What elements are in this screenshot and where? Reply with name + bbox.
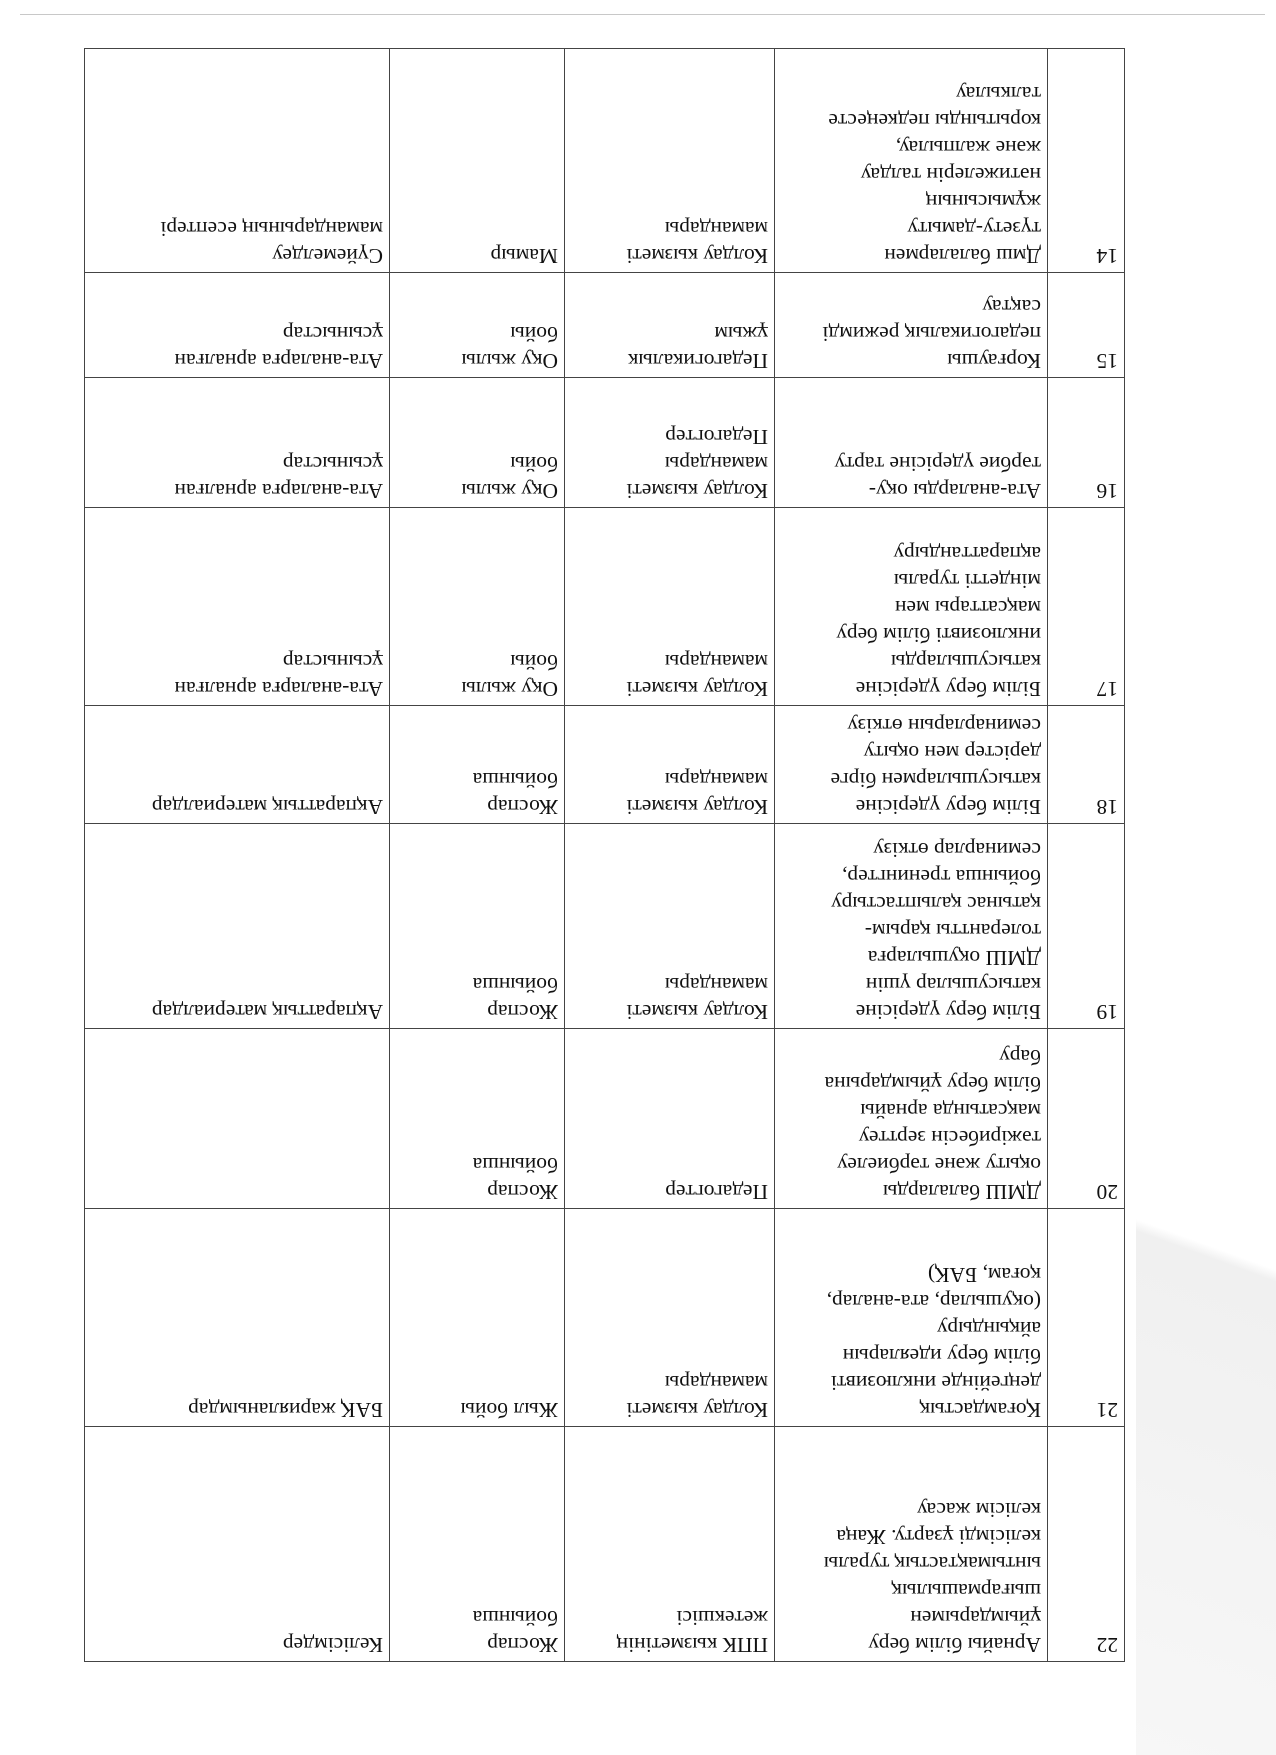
table-row <box>85 1427 1125 1662</box>
result-cell: Ақпараттық материалдар <box>85 824 390 1029</box>
event-cell: Ата-аналарды оқу- тәрбие үдерісіне тарту <box>775 378 1048 508</box>
timing-cell: Оқу жылы бойы <box>390 273 565 378</box>
timing-cell: Оқу жылы бойы <box>390 508 565 706</box>
row-number: 20 <box>1048 1029 1125 1209</box>
table-row <box>85 49 1125 273</box>
row-number: 18 <box>1048 706 1125 824</box>
row-number: 22 <box>1048 1427 1125 1662</box>
responsible-cell: Колдау кызметі мамандары <box>565 824 775 1029</box>
timing-cell: Жоспар бойынша <box>390 1029 565 1209</box>
table-row <box>85 824 1125 1029</box>
responsible-cell: Колдау кызметі мамандары <box>565 508 775 706</box>
timing-cell: Жоспар бойынша <box>390 706 565 824</box>
result-cell: Ақпараттық материалдар <box>85 706 390 824</box>
row-number: 15 <box>1048 273 1125 378</box>
timing-cell: Жыл бойы <box>390 1209 565 1427</box>
timing-cell: Оқу жылы бойы <box>390 378 565 508</box>
row-number: 14 <box>1048 49 1125 273</box>
responsible-cell: Педагогтер <box>565 1029 775 1209</box>
timing-cell: Мамыр <box>390 49 565 273</box>
timing-cell: Жоспар бойынша <box>390 1427 565 1662</box>
event-cell: ДМШ балаларды оқыту және тәрбиелеу тәжірибесін зерттеу мақсатында арнайы білім беру ұйымдарына бару <box>775 1029 1048 1209</box>
event-cell: Білім беру үдерісіне катысушылармен бірге дәрістер мен оқыту семинарларын өткізу <box>775 706 1048 824</box>
result-cell: Ата-аналарға арналған ұсыныстар <box>85 273 390 378</box>
row-number: 21 <box>1048 1209 1125 1427</box>
responsible-cell: ППК кызметінің жетекшісі <box>565 1427 775 1662</box>
scan-shadow <box>1136 615 1276 1755</box>
table-row <box>85 508 1125 706</box>
table-row <box>85 1029 1125 1209</box>
table-row <box>85 1209 1125 1427</box>
table-row <box>85 273 1125 378</box>
row-number: 19 <box>1048 824 1125 1029</box>
row-number: 17 <box>1048 508 1125 706</box>
responsible-cell: Педагогикалык ұжым <box>565 273 775 378</box>
top-rule <box>20 14 1265 15</box>
timing-cell: Жоспар бойынша <box>390 824 565 1029</box>
responsible-cell: Колдау кызметі мамандары <box>565 1209 775 1427</box>
row-number: 16 <box>1048 378 1125 508</box>
result-cell: Келісімдер <box>85 1427 390 1662</box>
plan-table <box>84 48 1125 1662</box>
event-cell: Корғаушы педагогикалық режимді сақтау <box>775 273 1048 378</box>
event-cell: Білім беру үдерісіне катысушылар үшін ДМШ оқушыларға толерантты қарым- қатынас қалыптастыру бойынша тренингтер, семинарлар өткізу <box>775 824 1048 1029</box>
responsible-cell: Колдау кызметі мамандары <box>565 49 775 273</box>
result-cell <box>85 1029 390 1209</box>
result-cell: БАҚ жарияланымдар <box>85 1209 390 1427</box>
responsible-cell: Колдау кызметі мамандары Педагогтер <box>565 378 775 508</box>
responsible-cell: Колдау кызметі мамандары <box>565 706 775 824</box>
result-cell: Ата-аналарға арналған ұсыныстар <box>85 378 390 508</box>
table-row <box>85 378 1125 508</box>
rotated-scan <box>85 82 1125 1662</box>
event-cell: Дмш балалармен түзету-дамыту жұмысының нәтижелерін талдау және жалпылау, корытынды педкеңесте талкылау <box>775 49 1048 273</box>
result-cell: Сүйемелдеу мамандарының есептері <box>85 49 390 273</box>
table-row <box>85 706 1125 824</box>
event-cell: Білім беру үдерісіне катысушыларды инклюзивті білім беру мақсаттары мен міндетті туралы ақпараттандыру <box>775 508 1048 706</box>
event-cell: Қоғамдастық деңгейінде инклюзивті білім беру идеяларын айқындыру (оқушылар, ата-аналар, қоғам, БАҚ) <box>775 1209 1048 1427</box>
result-cell: Ата-аналарға арналған ұсыныстар <box>85 508 390 706</box>
event-cell: Арнайы білім беру ұйымдарымен шығармашылық ынтымақтастық туралы келісімді ұзарту. Жаңа келісім жасау <box>775 1427 1048 1662</box>
plan-table-wrapper <box>85 82 1125 1662</box>
